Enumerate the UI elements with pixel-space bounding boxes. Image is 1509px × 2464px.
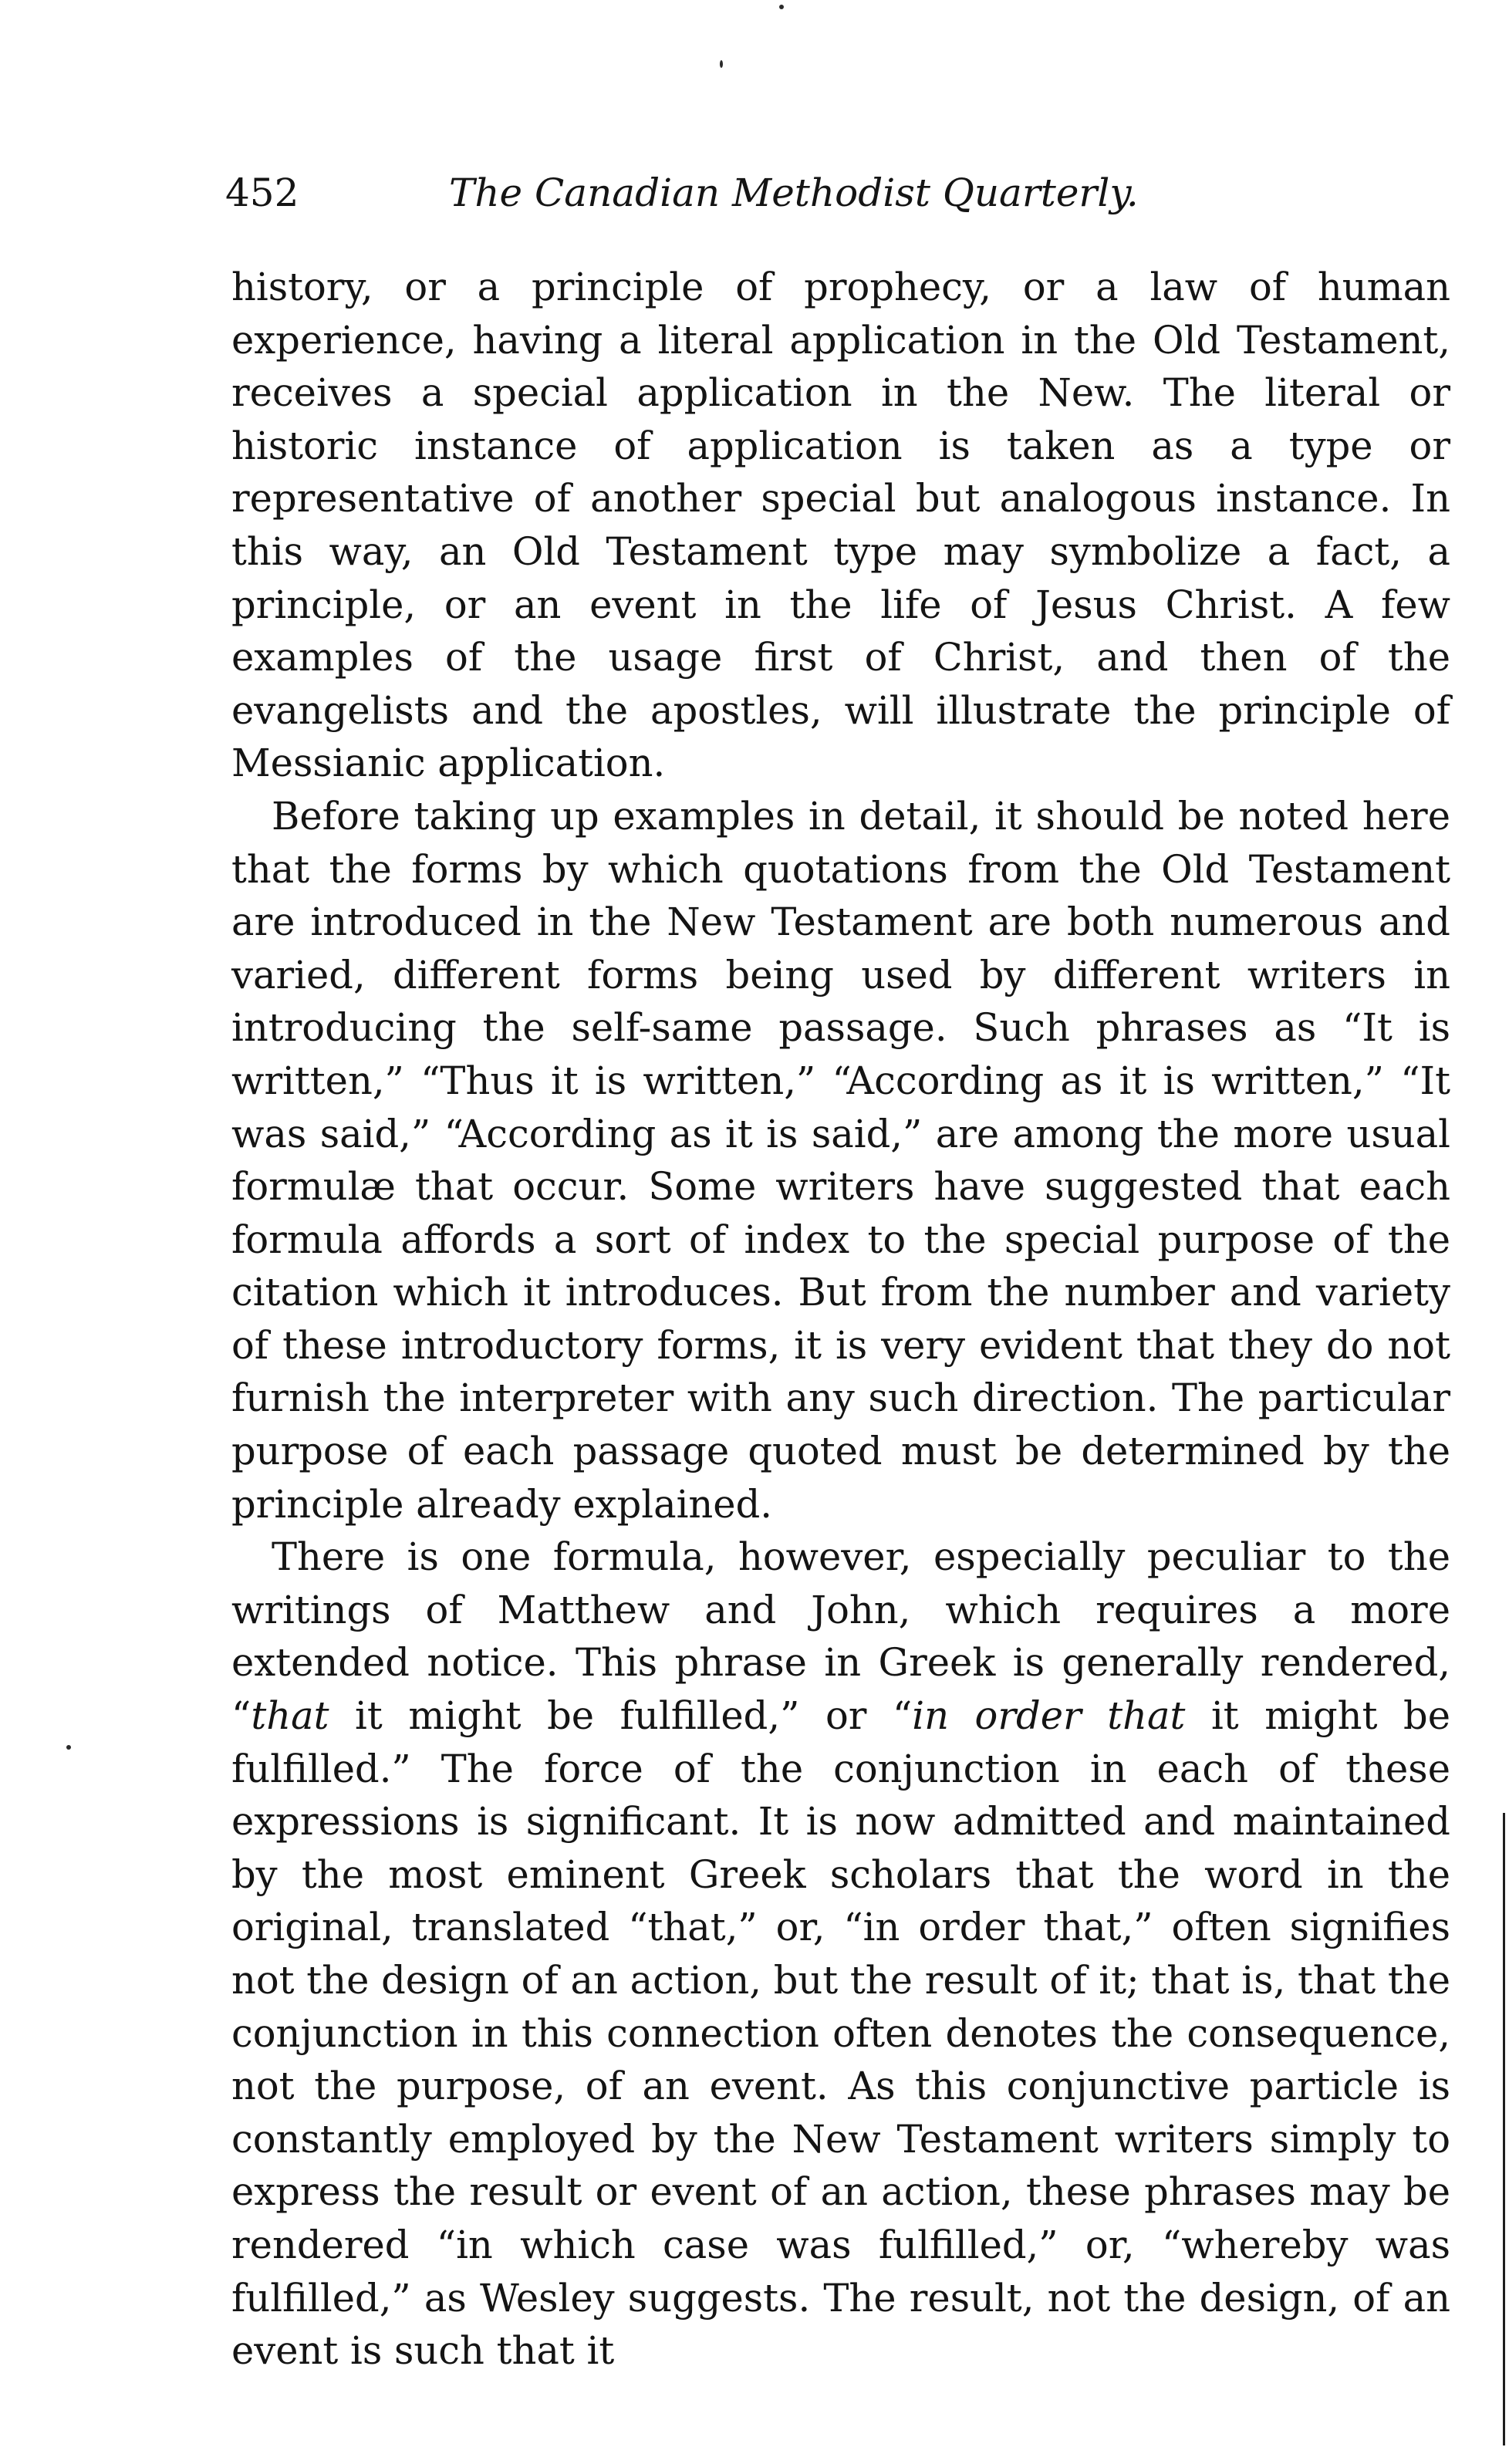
paragraph-1: history, or a principle of prophecy, or a law of human experience, having a literal application in the Old Testament, receives a special application in the New. The literal or historic instance of application is taken as a type or representative of another special but analogous instance. In this way, an Old Testament type may symbolize a fact, a principle, or an event in the life of Jesus Christ. A few examples of the usage first of Christ, and then of the evangelists and the apostles, will illustrate the principle of Messianic application.	[231, 265, 1450, 786]
page-number: 452	[225, 170, 299, 215]
paragraph-2: Before taking up examples in detail, it should be noted here that the forms by which quotations from the Old Testament are introduced in the New Testament are both numerous and varied, different forms being used by different writers in introducing the self-same passage. Such phrases as “It is written,” “Thus it is written,” “According as it is written,” “It was said,” “According as it is said,” are among the more usual formulæ that occur. Some writers have suggested that each formula affords a sort of index to the special purpose of the citation which it introduces. But from the number and variety of these introductory forms, it is very evident that they do not furnish the interpreter with any such direction. The particular purpose of each passage quoted must be determined by the principle already explained.	[231, 793, 1450, 1527]
ink-speck	[66, 1745, 71, 1750]
italic-that: that	[251, 1693, 329, 1739]
page-header	[225, 158, 1228, 228]
ink-speck	[720, 60, 723, 68]
paragraph-3-text: it might be fulfilled,” or “	[329, 1693, 913, 1739]
paragraph-3-text: There is one formula, however, especially peculiar to the writings of Matthew and John, which requires a more extended notice. This phrase in Greek is generally rendered, “	[231, 1534, 1450, 1739]
paragraph-3-text: it might be fulfilled.” The force of the conjunction in each of these expressions is significant. It is now admitted and maintained by the most eminent Greek scholars that the word in the original, translated “that,” or, “in order that,” often signifies not the design of an action, but the result of it; that is, that the conjunction in this connection often denotes the consequence, not the purpose, of an event. As this conjunctive particle is constantly employed by the New Testament writers simply to express the result or event of an action, these phrases may be rendered “in which case was fulfilled,” or, “whereby was fulfilled,” as Wesley suggests. The result, not the design, of an event is such that it	[231, 1693, 1450, 2374]
running-title: The Canadian Methodist Quarterly.	[449, 170, 1139, 215]
body-text	[231, 261, 1450, 2378]
scan-edge-line	[1503, 1813, 1505, 2445]
italic-in-order-that: in order that	[912, 1693, 1186, 1739]
paragraph-3	[231, 1531, 1450, 2378]
ink-speck	[779, 5, 784, 9]
